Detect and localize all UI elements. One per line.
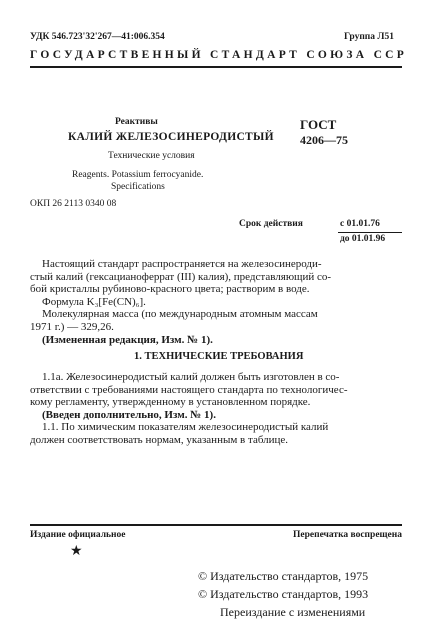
- clause-1-1a-note: (Введен дополнительно, Изм. № 1).: [42, 408, 216, 421]
- subtitle: Технические условия: [108, 151, 195, 161]
- footer-rule: [30, 524, 402, 526]
- intro-line: Настоящий стандарт распространяется на железосинероди-: [42, 258, 322, 270]
- copyright-1993: © Издательство стандартов, 1993: [198, 587, 369, 601]
- category-label: Реактивы: [115, 117, 158, 127]
- standard-title: ГОСУДАРСТВЕННЫЙ СТАНДАРТ СОЮЗА ССР: [30, 49, 408, 61]
- gost-number: 4206—75: [300, 133, 348, 147]
- validity-to: до 01.01.96: [340, 234, 386, 244]
- okp-code: ОКП 26 2113 0340 08: [30, 199, 117, 209]
- molecular-mass-line: 1971 г.) — 329,26.: [30, 320, 114, 333]
- formula: Формула K₃[Fe(CN)₆].: [42, 295, 146, 308]
- reprint-notice: Перепечатка воспрещена: [292, 530, 402, 540]
- section1-paragraphs: [30, 371, 400, 447]
- validity-label: Срок действия: [239, 219, 303, 229]
- intro-line: стый калий (гексацианоферрат (III) калия), представляющий со-: [30, 270, 332, 283]
- validity-rule: [338, 232, 402, 233]
- copyright-1975: © Издательство стандартов, 1975: [198, 569, 369, 583]
- product-name: КАЛИЙ ЖЕЛЕЗОСИНЕРОДИСТЫЙ: [68, 131, 274, 143]
- intro-paragraph: [30, 258, 400, 346]
- clause-1-1a-line: кому регламенту, утвержденному в установленном порядке.: [30, 396, 311, 409]
- reissue-note: Переиздание с изменениями: [220, 605, 366, 619]
- group-code: Группа Л51: [343, 32, 394, 42]
- udk-code: УДК 546.723'32'267—41:006.354: [30, 32, 165, 42]
- section-heading: 1. ТЕХНИЧЕСКИЕ ТРЕБОВАНИЯ: [134, 351, 304, 362]
- english-title-line1: Reagents. Potassium ferrocyanide.: [72, 170, 204, 180]
- gost-label: ГОСТ: [300, 117, 337, 132]
- validity-from: с 01.01.76: [340, 219, 380, 229]
- official-edition: Издание официальное: [30, 530, 126, 540]
- header-rule: [30, 66, 402, 68]
- clause-1-1-line: 1.1. По химическим показателям железосинеродистый калий: [42, 421, 329, 434]
- star-icon: ★: [70, 544, 83, 559]
- edit-note: (Измененная редакция, Изм. № 1).: [42, 333, 213, 346]
- intro-line: бой кристаллы рубиново-красного цвета; растворим в воде.: [30, 283, 310, 296]
- molecular-mass-line: Молекулярная масса (по международным атомным массам: [42, 308, 318, 321]
- clause-1-1a-line: ответствии с требованиями настоящего стандарта по технологичес-: [30, 383, 348, 396]
- clause-1-1-line: должен соответствовать нормам, указанным в таблице.: [30, 433, 289, 446]
- english-title-line2: Specifications: [111, 182, 165, 192]
- clause-1-1a-line: 1.1а. Железосинеродистый калий должен быть изготовлен в со-: [42, 371, 340, 383]
